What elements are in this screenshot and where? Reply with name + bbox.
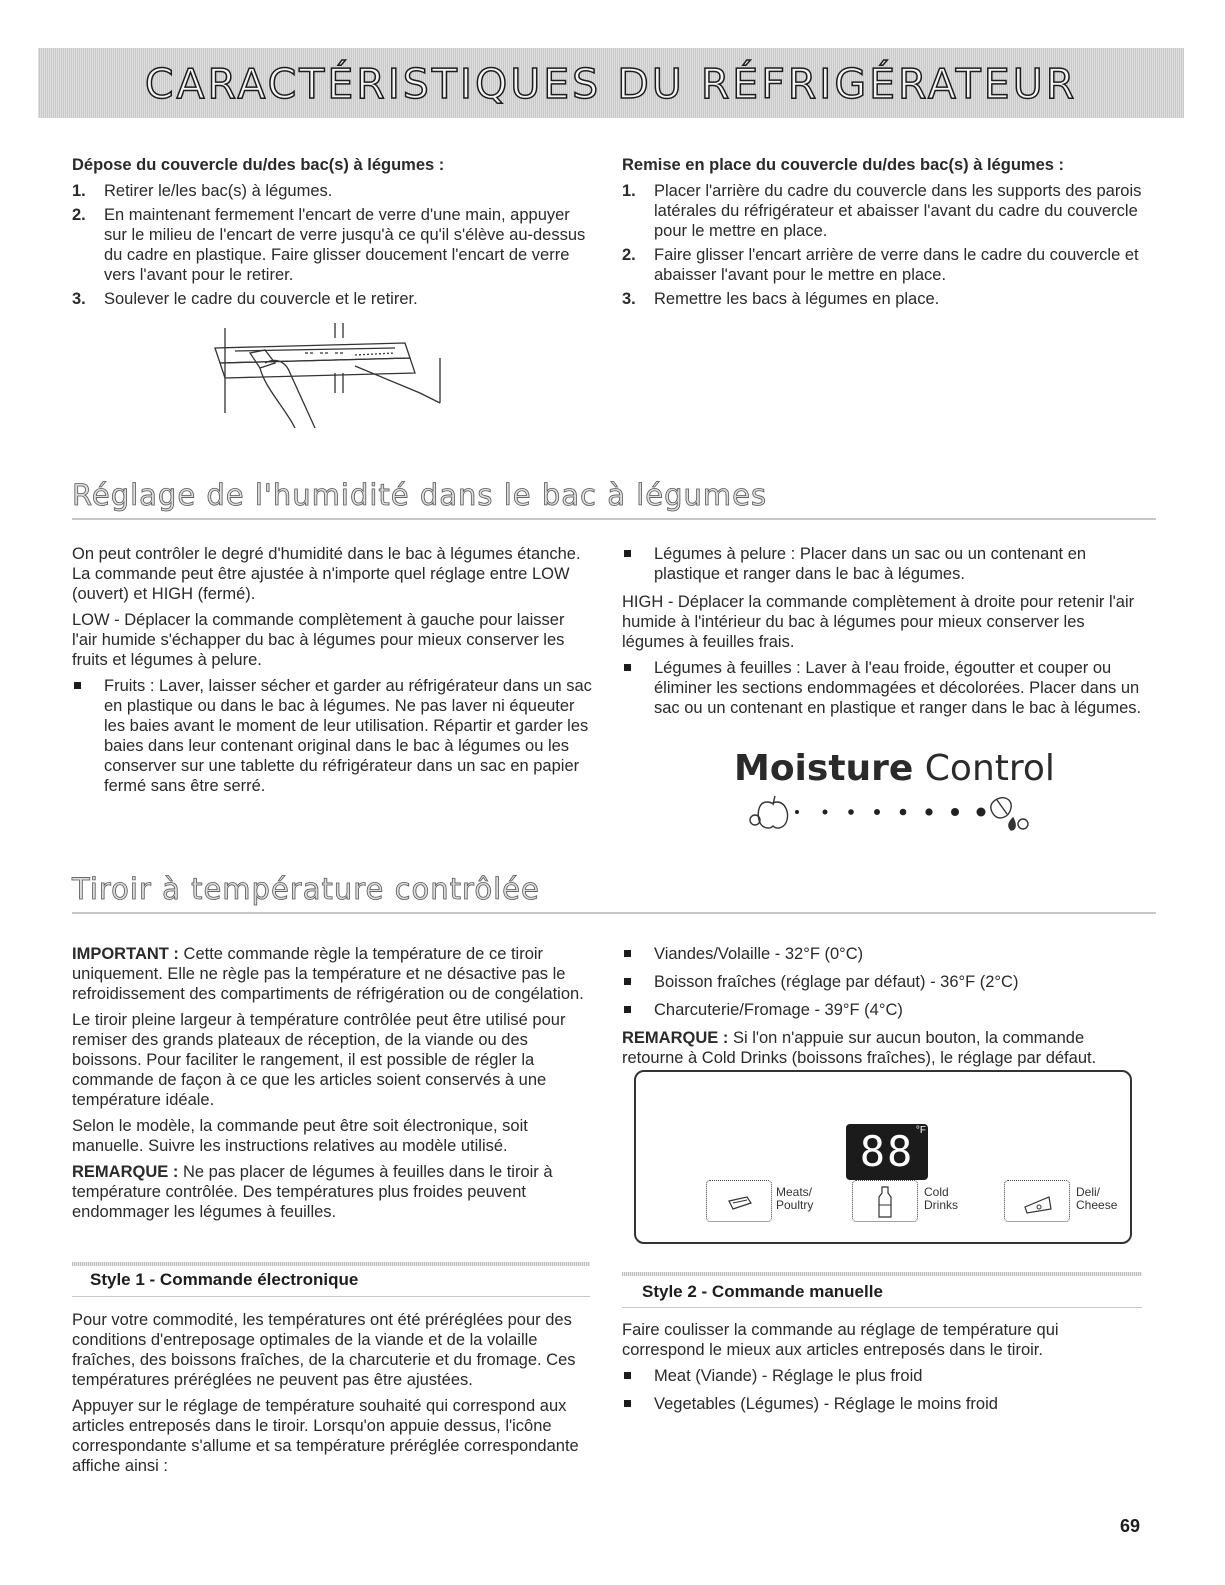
setting-meats: Viandes/Volaille - 32°F (0°C) xyxy=(622,944,1142,964)
deli-cheese-button[interactable] xyxy=(1004,1180,1070,1222)
removal-step: 3. Soulever le cadre du couvercle et le retirer. xyxy=(72,290,418,308)
replacement-step: 2. Faire glisser l'encart arrière de verre dans le cadre du couvercle et abaisser l'avant pour le mettre en place. xyxy=(622,246,1139,284)
humidity-intro: On peut contrôler le degré d'humidité dans le bac à légumes étanche. La commande peut être ajustée à n'importe quel réglage entre LOW (ouvert) et HIGH (fermé). xyxy=(72,545,581,603)
bullet-fruits: Fruits : Laver, laisser sécher et garder au réfrigérateur dans un sac en plastique ou dans le bac à légumes. Ne pas laver ni équeuter les baies avant le moment de leur utilisation. Répartir et garder les baies dans leur contenant original dans le bac à légumes ou les conserver sur une tablette du réfrigérateur dans un sac en papier fermé sans être serré. xyxy=(72,676,592,796)
leaf-icon xyxy=(991,798,1028,830)
meat-icon xyxy=(707,1181,771,1221)
style1-para1: Pour votre commodité, les températures ont été préréglées pour des conditions d'entreposage optimales de la viande et de la volaille fraîches, des boissons fraîches, de la charcuterie et du fromage. Ces températures préréglées ne peuvent pas être ajustées. xyxy=(72,1311,576,1389)
page-banner xyxy=(38,48,1184,118)
style2-para: Faire coulisser la commande au réglage de température qui correspond le mieux aux articles entreposés dans le tiroir. xyxy=(622,1321,1059,1359)
section-divider xyxy=(72,912,1156,914)
subsection-divider xyxy=(72,1262,590,1266)
bullet-square-icon xyxy=(74,682,81,689)
cover-replacement-section xyxy=(622,155,1142,313)
setting-deli: Charcuterie/Fromage - 39°F (4°C) xyxy=(622,1000,1142,1020)
important-note: IMPORTANT : Cette commande règle la température de ce tiroir uniquement. Elle ne règle pas la température et ne désactive pas le refroidissement des compartiments de réfrigération ou de congélation. xyxy=(72,945,584,1003)
moisture-control-slider[interactable] xyxy=(745,790,1045,834)
bottle-icon xyxy=(853,1181,917,1221)
temp-drawer-left-column xyxy=(72,944,592,1228)
temp-drawer-para1: Le tiroir pleine largeur à température contrôlée peut être utilisé pour remiser des grands plateaux de réception, de la viande ou des boissons. Pour faciliter le rangement, il est possible de régler la commande de façon à ce que les articles soient conservés à une température idéale. xyxy=(72,1011,566,1109)
bullet-square-icon xyxy=(624,664,631,671)
cold-drinks-button[interactable] xyxy=(852,1180,918,1222)
subsection-underline xyxy=(72,1296,590,1297)
style1-para2: Appuyer sur le réglage de température souhaité qui correspond aux articles entreposés dans le tiroir. Lorsqu'on appuie dessus, l'icône correspondante s'allume et sa température préréglée correspondante affiche ainsi : xyxy=(72,1397,579,1475)
moisture-level-dots xyxy=(795,808,986,817)
bullet-peel-vegetables: Légumes à pelure : Placer dans un sac ou un contenant en plastique et ranger dans le bac à légumes. xyxy=(622,544,1142,584)
subsection-divider xyxy=(622,1272,1142,1276)
section-divider xyxy=(72,518,1156,520)
apple-icon xyxy=(750,796,788,828)
setting-drinks: Boisson fraîches (réglage par défaut) - 36°F (2°C) xyxy=(622,972,1142,992)
cover-removal-heading: Dépose du couvercle du/des bac(s) à légumes : xyxy=(72,156,445,174)
page-number: 69 xyxy=(1120,1516,1141,1536)
deli-cheese-label: Deli/ Cheese xyxy=(1076,1185,1118,1212)
humidity-high: HIGH - Déplacer la commande complètement à droite pour retenir l'air humide à l'intérieur du bac à légumes pour mieux conserver les légumes à feuilles frais. xyxy=(622,593,1135,651)
humidity-section-title: Réglage de l'humidité dans le bac à légumes xyxy=(72,478,768,512)
style2-item-meat: Meat (Viande) - Réglage le plus froid xyxy=(622,1366,1142,1386)
temperature-display: 88 °F xyxy=(846,1124,928,1180)
crisper-cover-illustration xyxy=(205,318,465,438)
cheese-icon xyxy=(1005,1181,1069,1221)
removal-step: 1. Retirer le/les bac(s) à légumes. xyxy=(72,182,333,200)
remark-default: REMARQUE : Si l'on n'appuie sur aucun bouton, la commande retourne à Cold Drinks (boissons fraîches), le réglage par défaut. xyxy=(622,1029,1097,1067)
removal-step: 2. En maintenant fermement l'encart de verre d'une main, appuyer sur le milieu de l'encart de verre jusqu'à ce qu'il s'élève au-dessus du cadre en plastique. Faire glisser doucement l'encart de verre vers l'avant pour le retirer. xyxy=(72,206,586,284)
remark-leafy: REMARQUE : Ne pas placer de légumes à feuilles dans le tiroir à température contrôlée. Des températures plus froides peuvent endommager les légumes à feuilles. xyxy=(72,1163,553,1221)
bullet-leafy-vegetables: Légumes à feuilles : Laver à l'eau froide, égoutter et couper ou éliminer les sections endommagées et décolorées. Placer dans un sac ou un contenant en plastique et ranger dans le bac à légumes. xyxy=(622,658,1142,718)
style2-heading: Style 2 - Commande manuelle xyxy=(642,1282,883,1301)
subsection-underline xyxy=(622,1307,1142,1308)
bullet-square-icon xyxy=(624,550,631,557)
bullet-square-icon xyxy=(624,1006,631,1013)
style2-content xyxy=(622,1320,1142,1422)
replacement-step: 3. Remettre les bacs à légumes en place. xyxy=(622,290,940,308)
temp-drawer-para2: Selon le modèle, la commande peut être soit électronique, soit manuelle. Suivre les instructions relatives au modèle utilisé. xyxy=(72,1117,528,1155)
humidity-left-column xyxy=(72,544,592,804)
style2-item-vegetables: Vegetables (Légumes) - Réglage le moins froid xyxy=(622,1394,1142,1414)
bullet-square-icon xyxy=(624,978,631,985)
temp-drawer-right-column xyxy=(622,944,1142,1074)
moisture-control-label: Moisture Control xyxy=(734,748,1055,789)
replacement-step: 1. Placer l'arrière du cadre du couvercle dans les supports des parois latérales du réfrigérateur et abaisser l'avant du cadre du couvercle pour le mettre en place. xyxy=(622,182,1142,240)
meats-poultry-label: Meats/ Poultry xyxy=(776,1185,814,1212)
banner-title: CARACTÉRISTIQUES DU RÉFRIGÉRATEUR xyxy=(144,60,1078,108)
meats-poultry-button[interactable] xyxy=(706,1180,772,1222)
bullet-square-icon xyxy=(624,950,631,957)
cover-removal-section xyxy=(72,155,592,313)
bullet-square-icon xyxy=(624,1372,631,1379)
cold-drinks-label: Cold Drinks xyxy=(924,1185,959,1212)
style1-heading: Style 1 - Commande électronique xyxy=(90,1270,359,1289)
humidity-low: LOW - Déplacer la commande complètement à gauche pour laisser l'air humide s'échapper du bac à légumes pour mieux conserver les fruits et légumes à pelure. xyxy=(72,611,565,669)
style1-content xyxy=(72,1310,592,1482)
cover-replacement-heading: Remise en place du couvercle du/des bac(s) à légumes : xyxy=(622,156,1064,174)
temp-drawer-section-title: Tiroir à température contrôlée xyxy=(72,872,540,906)
electronic-control-panel xyxy=(634,1070,1132,1244)
bullet-square-icon xyxy=(624,1400,631,1407)
humidity-right-column xyxy=(622,544,1142,726)
